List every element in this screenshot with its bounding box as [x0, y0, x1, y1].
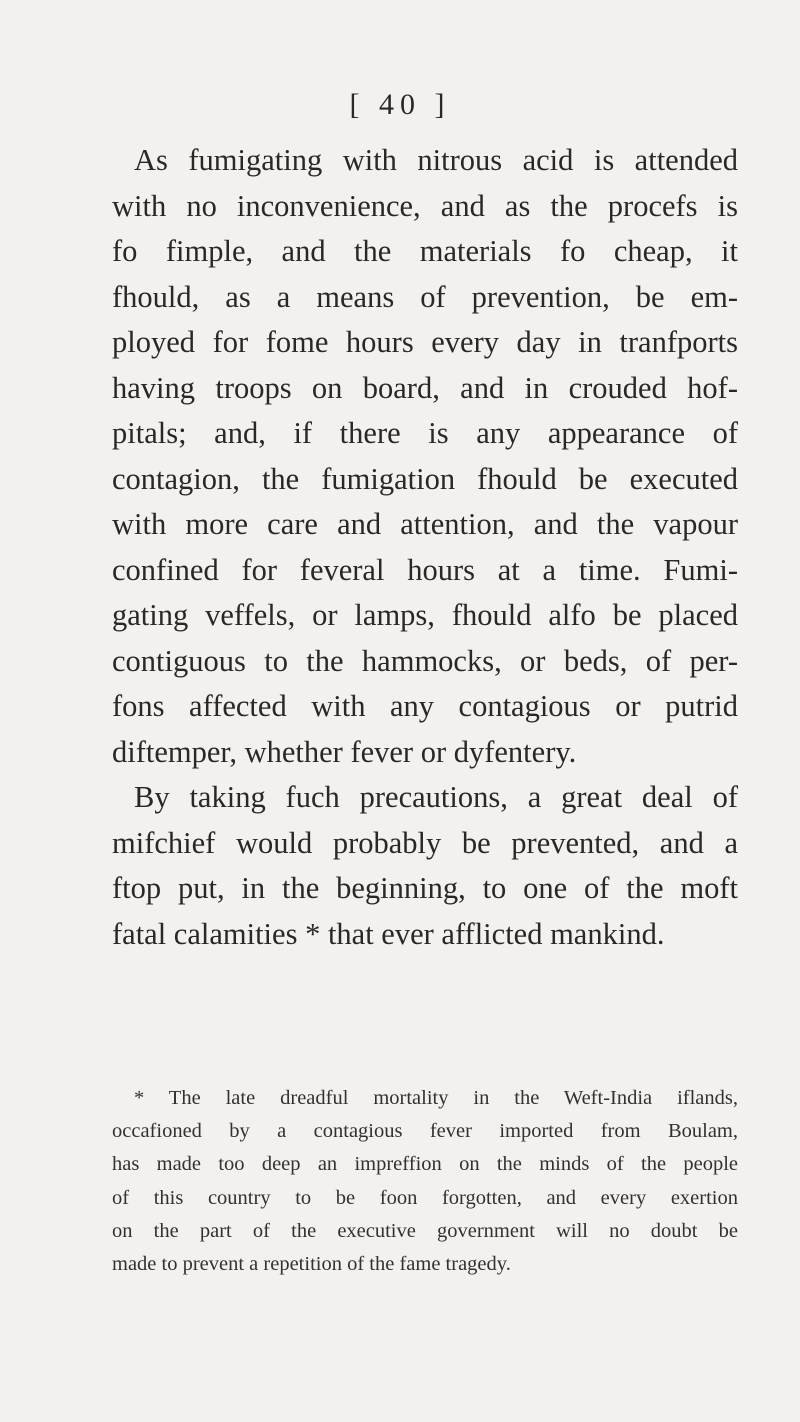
text-line: pitals; and, if there is any appearance of	[112, 416, 738, 450]
text-line: ftop put, in the beginning, to one of the moft	[112, 871, 738, 905]
text-line: contagion, the fumigation fhould be executed	[112, 461, 738, 496]
footnote-line: has made too deep an impreffion on the minds of the people	[112, 1153, 738, 1176]
footnote-line: of this country to be foon forgotten, and every exertion	[112, 1186, 738, 1209]
text-line: By taking fuch precautions, a great deal of	[134, 780, 738, 814]
text-line: having troops on board, and in crouded hof-	[112, 370, 738, 405]
footnote-line: occafioned by a contagious fever imported from Boulam,	[112, 1120, 738, 1143]
text-line: with more care and attention, and the vapour	[112, 507, 738, 541]
text-line: with no inconvenience, and as the procefs is	[112, 188, 738, 223]
text-line: confined for feveral hours at a time. Fumi-	[112, 552, 738, 587]
text-line: ployed for fome hours every day in tranfports	[112, 325, 738, 359]
text-line: mifchief would probably be prevented, and a	[112, 825, 738, 860]
text-line: fons affected with any contagious or putrid	[112, 689, 738, 723]
text-line: fatal calamities * that ever afflicted mankind.	[112, 916, 665, 951]
text-line: gating veffels, or lamps, fhould alfo be placed	[112, 598, 738, 632]
footnote-line: * The late dreadful mortality in the Weft-India iflands,	[134, 1087, 738, 1109]
page-number: [ 40 ]	[349, 88, 451, 121]
text-line: fhould, as a means of prevention, be em-	[112, 279, 738, 314]
footnote-line: made to prevent a repetition of the fame tragedy.	[112, 1252, 511, 1275]
text-line: diftemper, whether fever or dyfentery.	[112, 734, 577, 769]
footnote-line: on the part of the executive government will no doubt be	[112, 1219, 738, 1242]
text-line: As fumigating with nitrous acid is attended	[134, 143, 738, 177]
footnote	[112, 1082, 738, 1281]
body-text	[112, 138, 738, 957]
text-line: fo fimple, and the materials fo cheap, it	[112, 234, 738, 268]
text-line: contiguous to the hammocks, or beds, of per-	[112, 643, 738, 678]
